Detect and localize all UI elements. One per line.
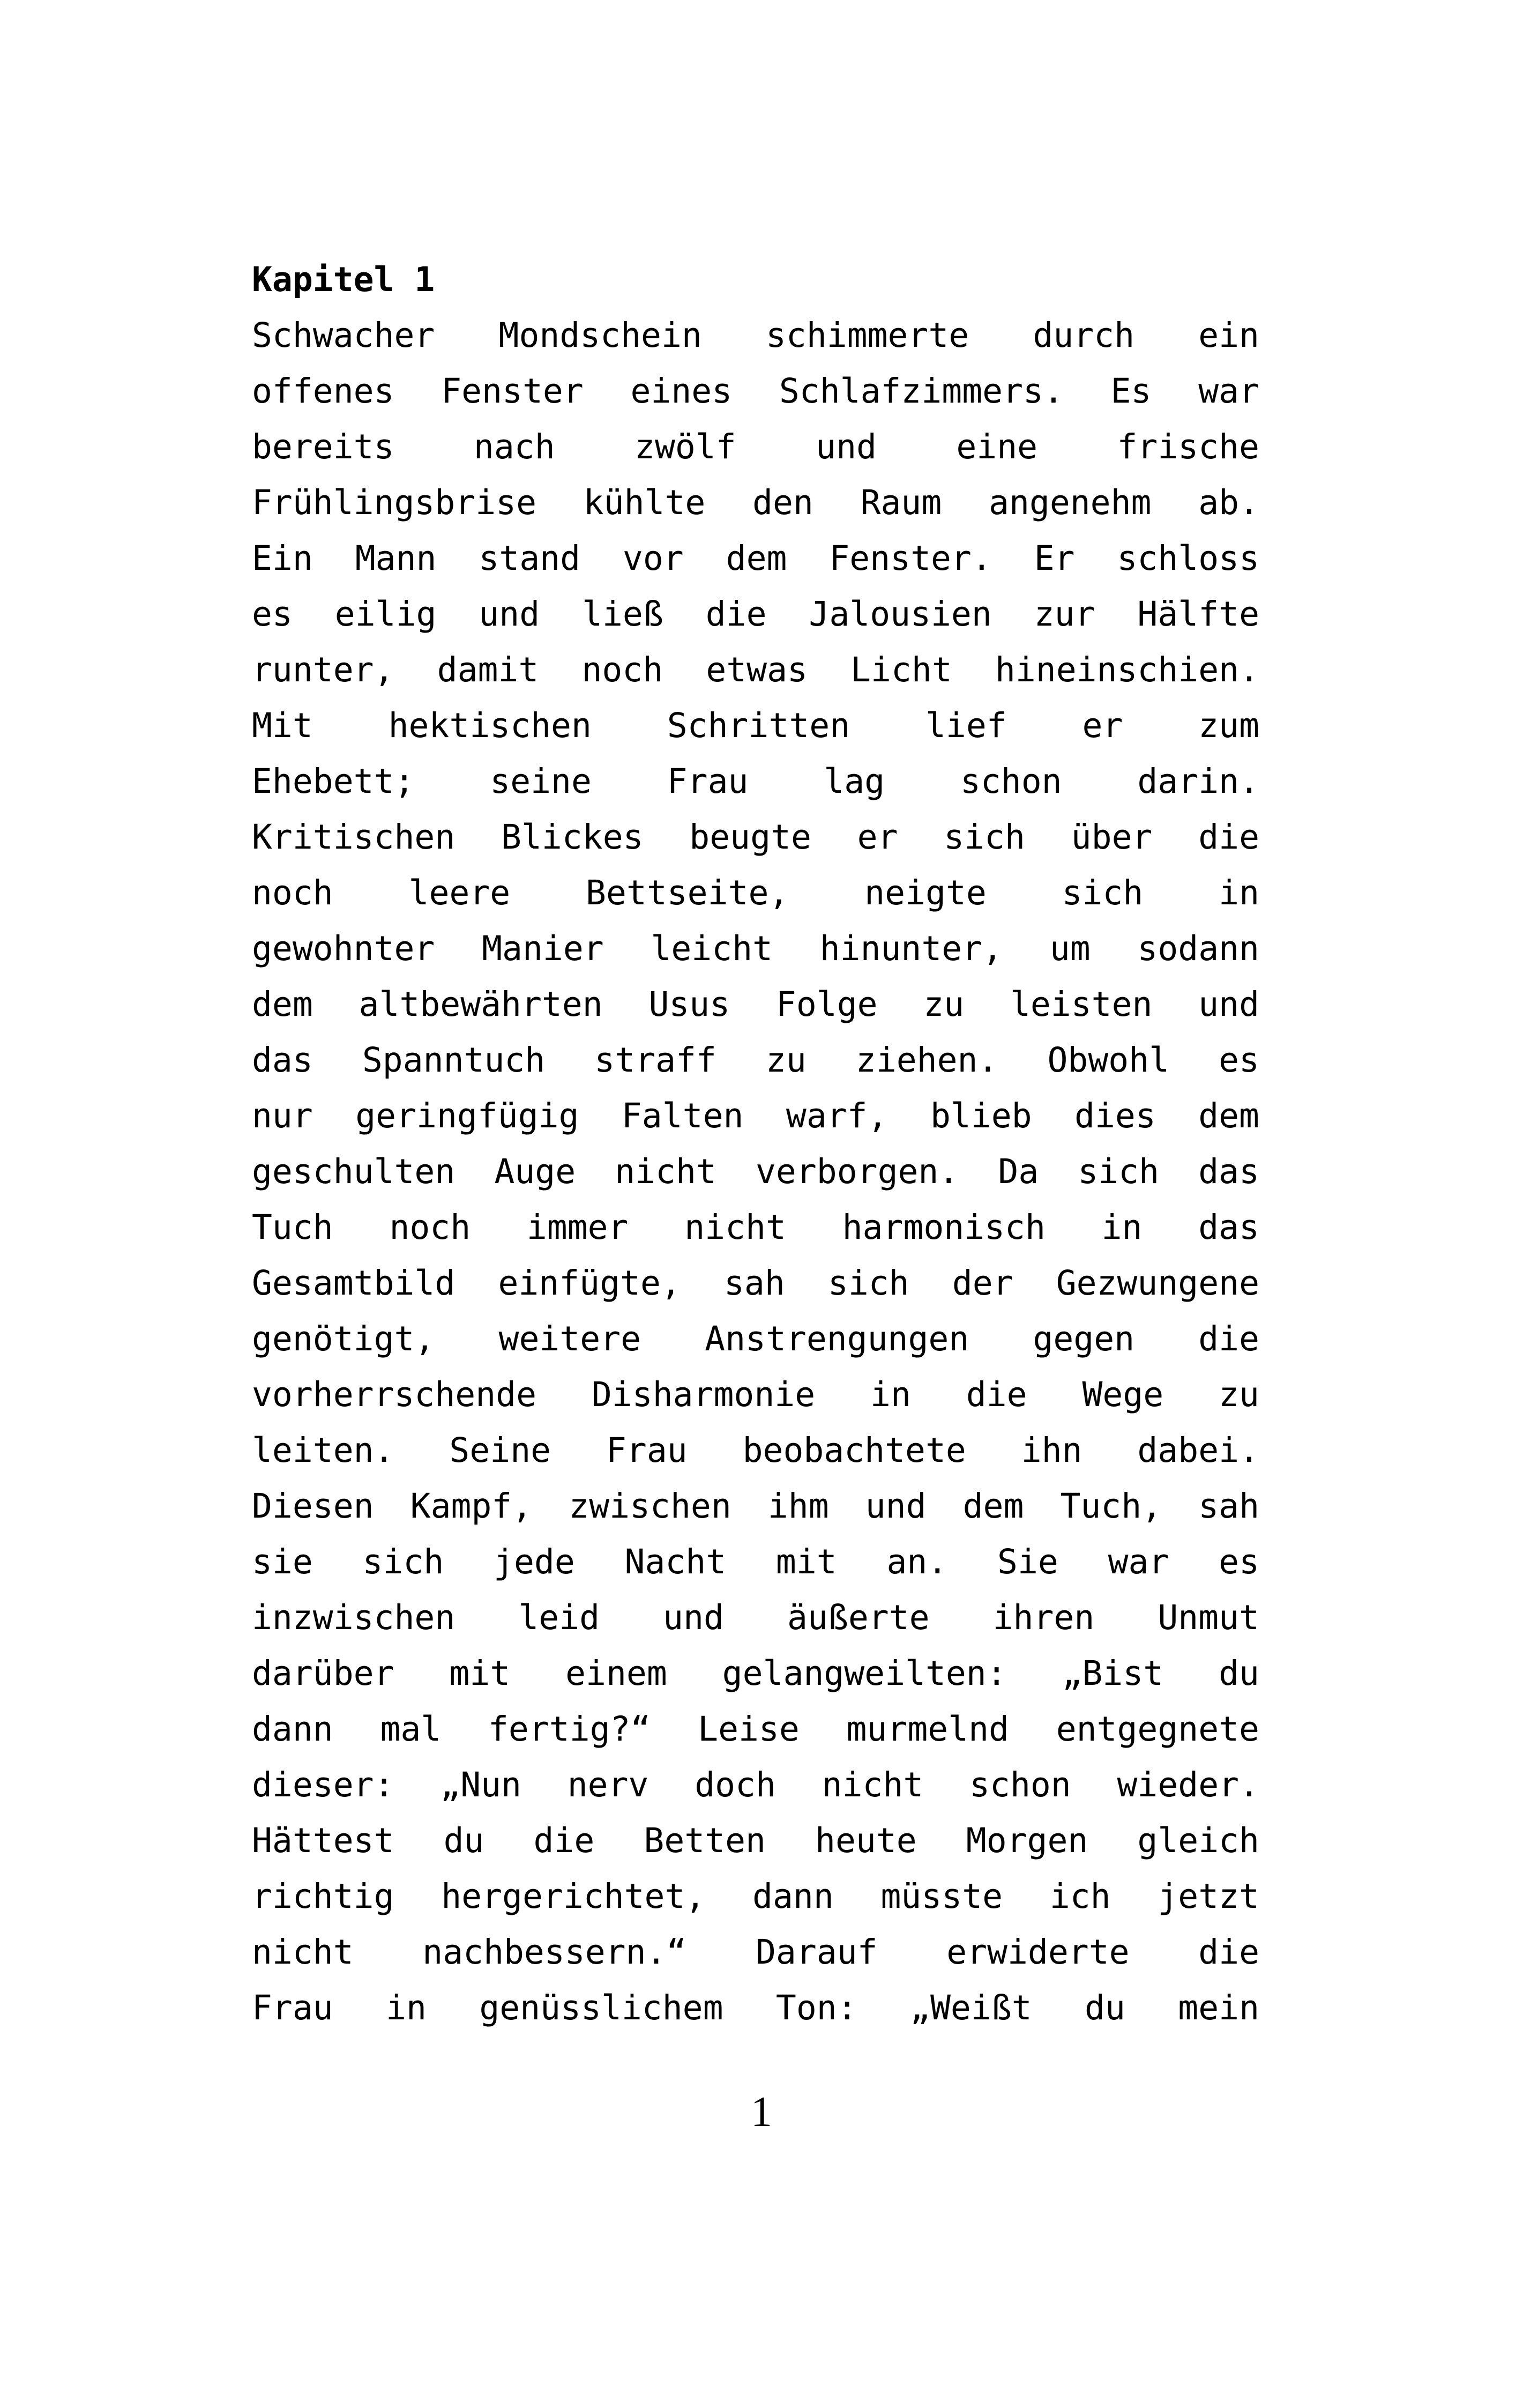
text-line: Kritischen Blickes beugte er sich über die — [252, 817, 1259, 857]
text-line: noch leere Bettseite, neigte sich in — [252, 873, 1259, 912]
text-line: darüber mit einem gelangweilten: „Bist du — [252, 1654, 1259, 1693]
text-line: richtig hergerichtet, dann müsste ich jetzt — [252, 1877, 1259, 1916]
text-line: vorherrschende Disharmonie in die Wege zu — [252, 1375, 1259, 1414]
text-line: Mit hektischen Schritten lief er zum — [252, 706, 1259, 745]
text-line: nicht nachbessern.“ Darauf erwiderte die — [252, 1933, 1259, 1972]
text-line: es eilig und ließ die Jalousien zur Hälfte — [252, 594, 1259, 634]
text-line: Ein Mann stand vor dem Fenster. Er schloss — [252, 539, 1259, 578]
body-text — [252, 308, 1259, 2036]
text-line: Tuch noch immer nicht harmonisch in das — [252, 1208, 1259, 1247]
text-line: leiten. Seine Frau beobachtete ihn dabei. — [252, 1431, 1259, 1470]
chapter-title: Kapitel 1 — [252, 260, 435, 299]
text-line: inzwischen leid und äußerte ihren Unmut — [252, 1598, 1259, 1637]
text-line: das Spanntuch straff zu ziehen. Obwohl es — [252, 1041, 1259, 1080]
text-line: dem altbewährten Usus Folge zu leisten und — [252, 985, 1259, 1024]
text-line: runter, damit noch etwas Licht hineinschien. — [252, 650, 1259, 689]
text-line: Schwacher Mondschein schimmerte durch ein — [252, 316, 1259, 355]
text-line: Diesen Kampf, zwischen ihm und dem Tuch, sah — [252, 1487, 1259, 1526]
text-line: nur geringfügig Falten warf, blieb dies dem — [252, 1096, 1259, 1135]
text-line: bereits nach zwölf und eine frische — [252, 427, 1259, 466]
text-line: genötigt, weitere Anstrengungen gegen die — [252, 1319, 1259, 1358]
text-line: Ehebett; seine Frau lag schon darin. — [252, 762, 1259, 801]
text-line: offenes Fenster eines Schlafzimmers. Es war — [252, 371, 1259, 411]
page-number: 1 — [751, 2089, 772, 2136]
text-line: geschulten Auge nicht verborgen. Da sich das — [252, 1152, 1259, 1191]
text-line: Hättest du die Betten heute Morgen gleich — [252, 1821, 1259, 1860]
text-line: sie sich jede Nacht mit an. Sie war es — [252, 1542, 1259, 1581]
text-line: gewohnter Manier leicht hinunter, um sodann — [252, 929, 1259, 968]
text-line: dieser: „Nun nerv doch nicht schon wieder. — [252, 1765, 1259, 1804]
text-line: Gesamtbild einfügte, sah sich der Gezwungene — [252, 1264, 1259, 1303]
text-line: Frau in genüsslichem Ton: „Weißt du mein — [252, 1988, 1259, 2027]
page-content — [252, 252, 1259, 2036]
text-line: dann mal fertig?“ Leise murmelnd entgegnete — [252, 1710, 1259, 1749]
text-line: Frühlingsbrise kühlte den Raum angenehm ab. — [252, 483, 1259, 522]
